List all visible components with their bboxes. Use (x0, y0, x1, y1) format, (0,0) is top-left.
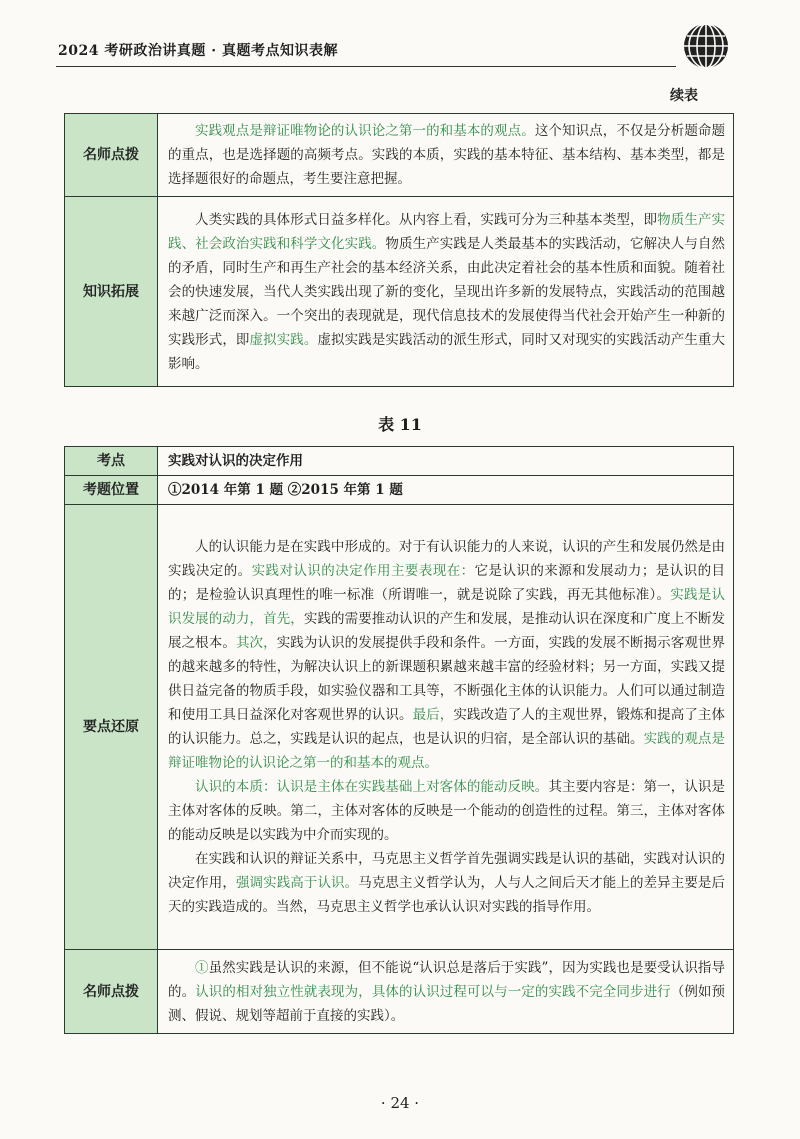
highlight-text: 认识的相对独立性就表现为，具体的认识过程可以与一定的实践不完全同步进行 (195, 983, 671, 1000)
highlight-text: 物质生产实践、社会政治实践和科学文化实践。 (168, 211, 726, 252)
highlight-text: 其次， (235, 635, 277, 651)
body-text: 马克思主义哲学认为，人与人之间后天才能上的差异主要是后天的实践造成的。当然，马克思主义哲学也承认认识对实践的指导作用。 (168, 875, 726, 915)
running-header: 2024 考研政治讲真题 · 真题考点知识表解 (58, 43, 338, 59)
table-row (65, 950, 734, 1034)
highlight-text: 强调实践高于认识。 (235, 875, 359, 891)
yaodian-content (158, 505, 734, 950)
body-text: 实践改造了人的主观世界，锻炼和提高了主体的认识能力。总之，实践是认识的起点，也是认识的归宿，是全部认识的基础。 (168, 707, 726, 747)
highlight-text: 最后， (412, 707, 454, 723)
table-11 (64, 446, 734, 1034)
extension-paragraph (168, 208, 725, 376)
body-text: 实践的需要推动认识的产生和发展，是推动认识在深度和广度上不断发展之根本。 (168, 611, 725, 651)
highlight-text: 实践的观点是辩证唯物论的认识论之第一的和基本的观点。 (168, 731, 726, 771)
highlight-text: 实践是认识发展的动力，首先， (168, 587, 726, 627)
table-row (65, 505, 734, 950)
position-value: ①2014 年第 1 题 ②2015 年第 1 题 (158, 476, 734, 505)
highlight-text: 虚拟实践。 (249, 331, 318, 348)
row-label: 名师点拨 (65, 114, 158, 197)
tips-marker: ① (195, 959, 209, 976)
body-text: 在实践和认识的辩证关系中，马克思主义哲学首先强调实践是认识的基础，实践对认识的决定作用， (168, 851, 725, 891)
continued-label: 续表 (670, 88, 698, 104)
tips-paragraph (168, 956, 725, 1028)
highlight-text: 实践对认识的决定作用主要表现在： (251, 563, 475, 579)
table-row (65, 114, 734, 197)
body-text: 人的认识能力是在实践中形成的。对于有认识能力的人来说，认识的产生和发展仍然是由实践决定的。 (168, 539, 725, 579)
tips-paragraph (168, 119, 725, 191)
yaodian-paragraph (168, 847, 725, 919)
highlight-text: 实践观点是辩证唯物论的认识论之第一的和基本的观点。 (195, 123, 535, 139)
body-text: 虚拟实践是实践活动的派生形式，同时又对现实的实践活动产生重大影响。 (168, 331, 726, 372)
row-label: 知识拓展 (65, 197, 158, 387)
table-row (65, 476, 734, 505)
yaodian-label: 要点还原 (65, 505, 158, 950)
globe-icon (680, 20, 732, 72)
row-content (158, 114, 734, 197)
body-text: （例如预测、假说、规划等超前于直接的实践）。 (168, 983, 726, 1024)
table-title: 表 11 (378, 415, 422, 434)
table-row (65, 197, 734, 387)
kaodian-value: 实践对认识的决定作用 (158, 447, 734, 476)
body-text: 这个知识点，不仅是分析题命题的重点，也是选择题的高频考点。实践的本质，实践的基本特征、基本结构、基本类型，都是选择题很好的命题点，考生要注意把握。 (168, 123, 726, 187)
row-content (158, 197, 734, 387)
yaodian-paragraph (168, 775, 725, 847)
table-row (65, 447, 734, 476)
yaodian-paragraph (168, 535, 725, 775)
page-number: · 24 · (380, 1094, 420, 1112)
body-text: 其主要内容是：第一，认识是主体对客体的反映。第二，主体对客体的反映是一个能动的创造性的过程。第三，主体对客体的能动反映是以实践为中介而实现的。 (168, 779, 726, 843)
tips-content (158, 950, 734, 1034)
body-text: 实践为认识的发展提供手段和条件。一方面，实践的发展不断揭示客观世界的越来越多的特性，为解决认识上的新课题积累越来越丰富的经验材料；另一方面，实践又提供日益完备的物质手段，如实验仪器和工具等，不断强化主体的认识能力。人们可以通过制造和使用工具日益深化对客观世界的认识。 (168, 635, 726, 723)
tips-label: 名师点拨 (65, 950, 158, 1034)
body-text: 它是认识的来源和发展动力；是认识的目的；是检验认识真理性的唯一标准（所谓唯一，就是说除了实践，再无其他标准）。 (168, 563, 726, 603)
position-label: 考题位置 (65, 476, 158, 505)
continued-table (64, 113, 734, 387)
body-text: 虽然实践是认识的来源，但不能说“认识总是落后于实践”，因为实践也是要受认识指导的。 (168, 959, 726, 1000)
kaodian-label: 考点 (65, 447, 158, 476)
body-text: 物质生产实践是人类最基本的实践活动，它解决人与自然的矛盾，同时生产和再生产社会的基本经济关系，由此决定着社会的基本性质和面貌。随着社会的快速发展，当代人类实践出现了新的变化，呈现出许多新的发展特点，实践活动的范围越来越广泛而深入。一个突出的表现就是，现代信息技术的发展使得当代社会开始产生一种新的实践形式，即 (168, 235, 726, 348)
highlight-text: 认识的本质：认识是主体在实践基础上对客体的能动反映。 (195, 779, 549, 795)
header-rule (56, 66, 676, 67)
body-text: 人类实践的具体形式日益多样化。从内容上看，实践可分为三种基本类型，即 (195, 211, 658, 228)
